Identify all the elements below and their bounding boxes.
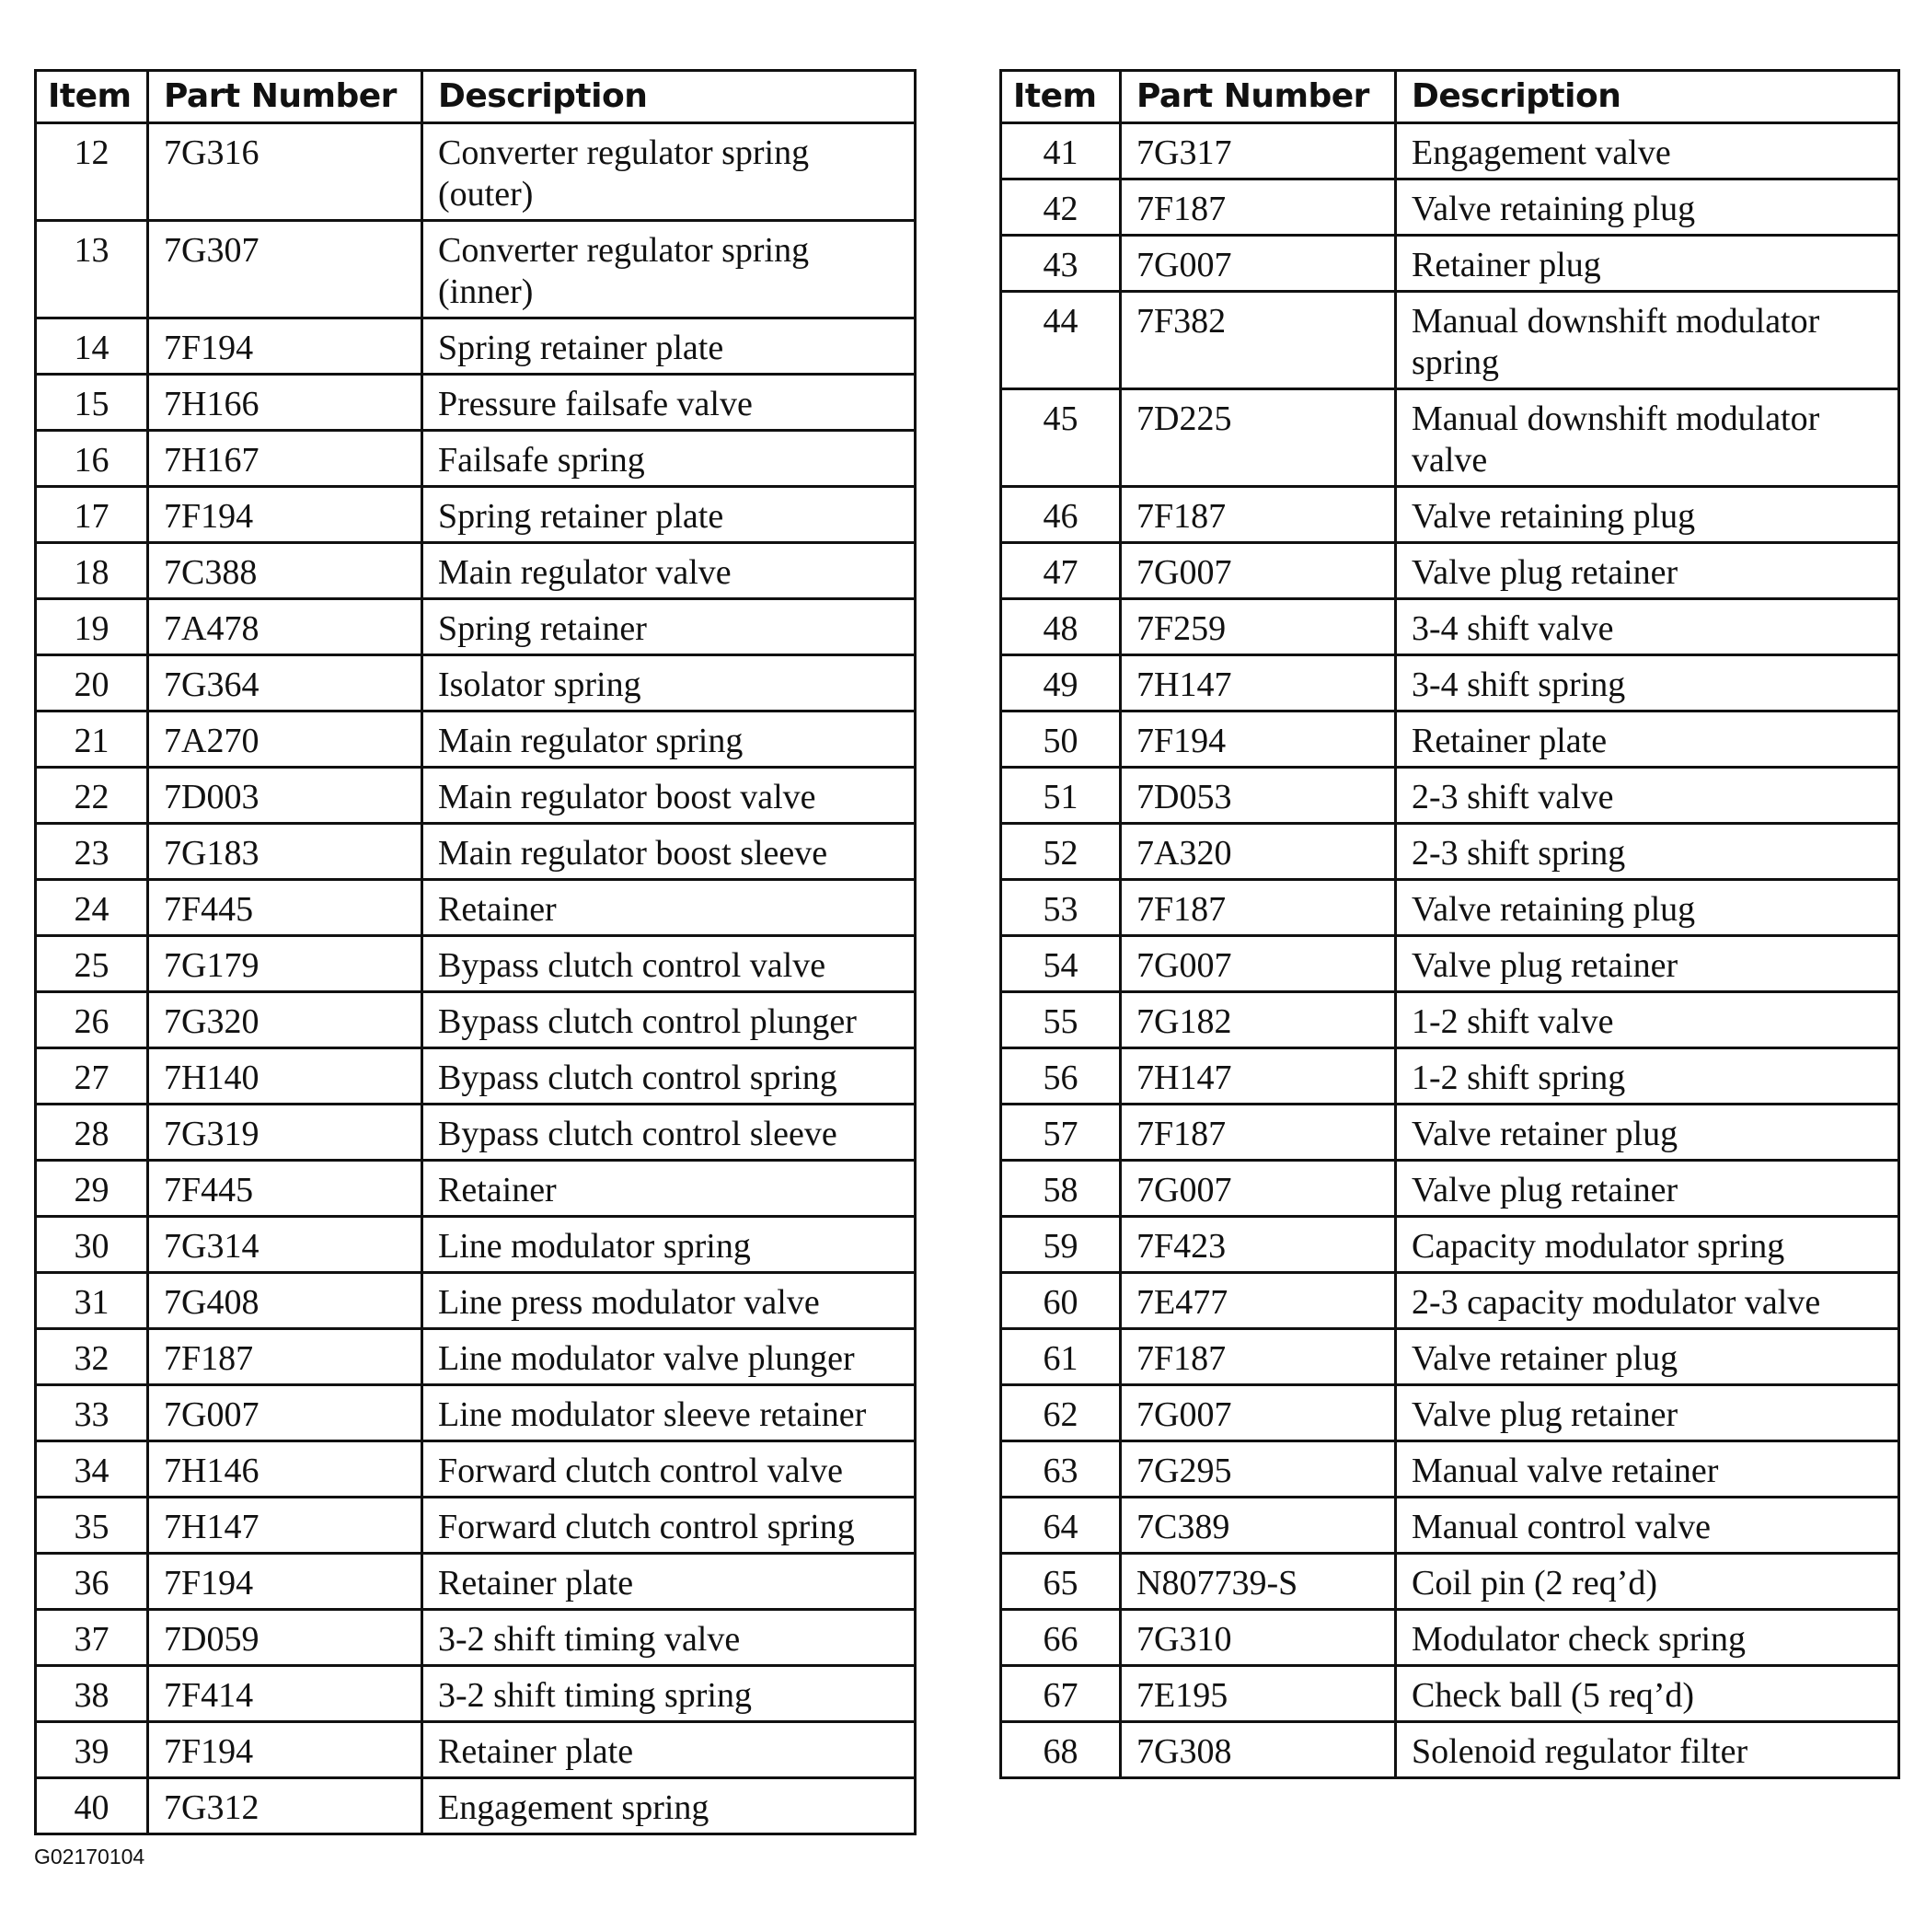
item-cell: 17 [36,487,148,543]
item-cell: 26 [36,992,148,1048]
item-cell: 23 [36,824,148,880]
item-cell: 47 [1001,543,1121,599]
item-cell: 57 [1001,1105,1121,1161]
table-row [1001,824,1899,880]
table-row [1001,236,1899,292]
item-cell: 45 [1001,389,1121,487]
item-cell: 64 [1001,1498,1121,1554]
item-cell: 46 [1001,487,1121,543]
table-row [1001,543,1899,599]
description-cell: Bypass clutch control spring [422,1048,916,1105]
table-row [36,431,916,487]
item-cell: 37 [36,1610,148,1666]
table-row [1001,880,1899,936]
table-row [1001,487,1899,543]
description-cell: 3-4 shift spring [1396,655,1899,711]
table-row [36,1161,916,1217]
item-cell: 44 [1001,292,1121,389]
part-number-cell: 7F187 [148,1329,422,1385]
item-cell: 65 [1001,1554,1121,1610]
item-cell: 34 [36,1441,148,1498]
table-row [1001,1105,1899,1161]
part-number-cell: 7E195 [1121,1666,1396,1722]
item-cell: 16 [36,431,148,487]
table-row [36,655,916,711]
description-cell: Retainer plug [1396,236,1899,292]
part-number-cell: 7H147 [1121,655,1396,711]
part-number-cell: 7G007 [1121,236,1396,292]
part-number-cell: 7G408 [148,1273,422,1329]
item-cell: 20 [36,655,148,711]
item-cell: 49 [1001,655,1121,711]
table-row [36,1273,916,1329]
item-cell: 53 [1001,880,1121,936]
description-cell: Valve plug retainer [1396,936,1899,992]
item-cell: 59 [1001,1217,1121,1273]
item-cell: 51 [1001,768,1121,824]
table-row [1001,179,1899,236]
description-cell: Main regulator valve [422,543,916,599]
description-cell: Bypass clutch control valve [422,936,916,992]
table-row [1001,1441,1899,1498]
item-cell: 55 [1001,992,1121,1048]
part-number-cell: 7H167 [148,431,422,487]
table-row [36,1385,916,1441]
description-cell: Forward clutch control valve [422,1441,916,1498]
table-row [36,599,916,655]
item-cell: 39 [36,1722,148,1778]
table-row [36,1722,916,1778]
table-row [1001,1498,1899,1554]
table-row [36,768,916,824]
part-number-cell: 7G320 [148,992,422,1048]
item-cell: 33 [36,1385,148,1441]
part-number-cell: 7F423 [1121,1217,1396,1273]
part-number-cell: 7G364 [148,655,422,711]
description-cell: Converter regulator spring (outer) [422,123,916,221]
table-row [1001,711,1899,768]
description-cell: Coil pin (2 req’d) [1396,1554,1899,1610]
description-cell: Valve retaining plug [1396,179,1899,236]
item-cell: 13 [36,221,148,318]
part-number-cell: 7G312 [148,1778,422,1834]
description-cell: Capacity modulator spring [1396,1217,1899,1273]
part-number-cell: 7F194 [148,1554,422,1610]
table-row [1001,292,1899,389]
table-row [36,1778,916,1834]
part-number-cell: 7F187 [1121,1105,1396,1161]
table-row [1001,1048,1899,1105]
item-cell: 67 [1001,1666,1121,1722]
part-number-cell: 7F194 [148,1722,422,1778]
part-number-cell: 7G307 [148,221,422,318]
table-row [36,1048,916,1105]
item-cell: 19 [36,599,148,655]
parts-table-right [999,69,1900,1779]
table-row [36,487,916,543]
description-cell: Converter regulator spring (inner) [422,221,916,318]
header-item: Item [36,71,148,123]
part-number-cell: 7G316 [148,123,422,221]
item-cell: 40 [36,1778,148,1834]
part-number-cell: 7A478 [148,599,422,655]
description-cell: Manual control valve [1396,1498,1899,1554]
description-cell: Spring retainer [422,599,916,655]
description-cell: Retainer [422,1161,916,1217]
part-number-cell: 7E477 [1121,1273,1396,1329]
part-number-cell: 7F187 [1121,179,1396,236]
item-cell: 15 [36,375,148,431]
item-cell: 31 [36,1273,148,1329]
description-cell: 1-2 shift valve [1396,992,1899,1048]
part-number-cell: 7G310 [1121,1610,1396,1666]
description-cell: Valve plug retainer [1396,543,1899,599]
description-cell: 3-2 shift timing spring [422,1666,916,1722]
description-cell: Valve retaining plug [1396,487,1899,543]
description-cell: Failsafe spring [422,431,916,487]
part-number-cell: 7F187 [1121,880,1396,936]
item-cell: 30 [36,1217,148,1273]
table-row [1001,936,1899,992]
part-number-cell: 7D059 [148,1610,422,1666]
part-number-cell: 7G007 [1121,1385,1396,1441]
part-number-cell: 7F445 [148,880,422,936]
table-row [36,1610,916,1666]
table-row [36,318,916,375]
item-cell: 21 [36,711,148,768]
description-cell: Line press modulator valve [422,1273,916,1329]
table-row [1001,1329,1899,1385]
item-cell: 54 [1001,936,1121,992]
table-row [36,1105,916,1161]
table-row [1001,599,1899,655]
item-cell: 56 [1001,1048,1121,1105]
parts-table-left [34,69,917,1835]
description-cell: Valve retainer plug [1396,1105,1899,1161]
item-cell: 18 [36,543,148,599]
table-row [36,123,916,221]
part-number-cell: 7A320 [1121,824,1396,880]
table-row [1001,992,1899,1048]
table-row [1001,1273,1899,1329]
table-row [36,375,916,431]
table-row [36,1329,916,1385]
part-number-cell: N807739-S [1121,1554,1396,1610]
description-cell: Spring retainer plate [422,487,916,543]
part-number-cell: 7G295 [1121,1441,1396,1498]
description-cell: Valve plug retainer [1396,1161,1899,1217]
description-cell: 2-3 capacity modulator valve [1396,1273,1899,1329]
table-row [36,543,916,599]
item-cell: 29 [36,1161,148,1217]
item-cell: 58 [1001,1161,1121,1217]
table-row [36,824,916,880]
item-cell: 27 [36,1048,148,1105]
table-row [36,1666,916,1722]
table-row [1001,655,1899,711]
header-description: Description [422,71,916,123]
table-row [36,936,916,992]
part-number-cell: 7F445 [148,1161,422,1217]
part-number-cell: 7G182 [1121,992,1396,1048]
item-cell: 43 [1001,236,1121,292]
part-number-cell: 7F259 [1121,599,1396,655]
figure-id: G02170104 [34,1845,145,1868]
description-cell: Spring retainer plate [422,318,916,375]
part-number-cell: 7F187 [1121,1329,1396,1385]
part-number-cell: 7G007 [1121,1161,1396,1217]
item-cell: 12 [36,123,148,221]
item-cell: 52 [1001,824,1121,880]
item-cell: 61 [1001,1329,1121,1385]
part-number-cell: 7H147 [148,1498,422,1554]
description-cell: Retainer plate [1396,711,1899,768]
description-cell: 3-4 shift valve [1396,599,1899,655]
description-cell: Valve retaining plug [1396,880,1899,936]
description-cell: 1-2 shift spring [1396,1048,1899,1105]
description-cell: Modulator check spring [1396,1610,1899,1666]
description-cell: 2-3 shift spring [1396,824,1899,880]
description-cell: Manual downshift modulator valve [1396,389,1899,487]
description-cell: Line modulator sleeve retainer [422,1385,916,1441]
item-cell: 66 [1001,1610,1121,1666]
table-row [1001,1217,1899,1273]
item-cell: 22 [36,768,148,824]
description-cell: Solenoid regulator filter [1396,1722,1899,1778]
item-cell: 14 [36,318,148,375]
item-cell: 28 [36,1105,148,1161]
item-cell: 63 [1001,1441,1121,1498]
item-cell: 38 [36,1666,148,1722]
part-number-cell: 7F194 [148,318,422,375]
table-row [36,1554,916,1610]
part-number-cell: 7F187 [1121,487,1396,543]
item-cell: 42 [1001,179,1121,236]
table-body-left [36,123,916,1834]
table-row [36,711,916,768]
description-cell: 3-2 shift timing valve [422,1610,916,1666]
table-row [36,1441,916,1498]
table-row [1001,1385,1899,1441]
item-cell: 62 [1001,1385,1121,1441]
part-number-cell: 7F194 [148,487,422,543]
table-row [36,992,916,1048]
part-number-cell: 7H146 [148,1441,422,1498]
table-row [1001,1722,1899,1778]
table-row [36,1498,916,1554]
table-row [1001,1666,1899,1722]
description-cell: Manual downshift modulator spring [1396,292,1899,389]
part-number-cell: 7D225 [1121,389,1396,487]
part-number-cell: 7H140 [148,1048,422,1105]
description-cell: Main regulator spring [422,711,916,768]
description-cell: Manual valve retainer [1396,1441,1899,1498]
description-cell: Line modulator valve plunger [422,1329,916,1385]
header-part-number: Part Number [1121,71,1396,123]
table-row [1001,1610,1899,1666]
item-cell: 60 [1001,1273,1121,1329]
header-item: Item [1001,71,1121,123]
description-cell: Isolator spring [422,655,916,711]
part-number-cell: 7H147 [1121,1048,1396,1105]
description-cell: Valve retainer plug [1396,1329,1899,1385]
table-row [1001,1161,1899,1217]
description-cell: Retainer plate [422,1554,916,1610]
table-body-right [1001,123,1899,1778]
description-cell: Line modulator spring [422,1217,916,1273]
description-cell: Check ball (5 req’d) [1396,1666,1899,1722]
part-number-cell: 7G317 [1121,123,1396,179]
description-cell: Forward clutch control spring [422,1498,916,1554]
item-cell: 41 [1001,123,1121,179]
part-number-cell: 7C388 [148,543,422,599]
item-cell: 36 [36,1554,148,1610]
part-number-cell: 7F382 [1121,292,1396,389]
table-row [36,880,916,936]
description-cell: Pressure failsafe valve [422,375,916,431]
part-number-cell: 7H166 [148,375,422,431]
description-cell: Engagement spring [422,1778,916,1834]
item-cell: 35 [36,1498,148,1554]
part-number-cell: 7G183 [148,824,422,880]
part-number-cell: 7G007 [1121,543,1396,599]
part-number-cell: 7G319 [148,1105,422,1161]
item-cell: 25 [36,936,148,992]
description-cell: 2-3 shift valve [1396,768,1899,824]
part-number-cell: 7F414 [148,1666,422,1722]
item-cell: 32 [36,1329,148,1385]
item-cell: 50 [1001,711,1121,768]
header-description: Description [1396,71,1899,123]
table-row [1001,1554,1899,1610]
table-row [1001,123,1899,179]
part-number-cell: 7G007 [148,1385,422,1441]
part-number-cell: 7C389 [1121,1498,1396,1554]
table-row [1001,389,1899,487]
description-cell: Bypass clutch control plunger [422,992,916,1048]
description-cell: Main regulator boost sleeve [422,824,916,880]
header-row [1001,71,1899,123]
table-row [1001,768,1899,824]
part-number-cell: 7F194 [1121,711,1396,768]
part-number-cell: 7A270 [148,711,422,768]
part-number-cell: 7G308 [1121,1722,1396,1778]
item-cell: 24 [36,880,148,936]
description-cell: Engagement valve [1396,123,1899,179]
part-number-cell: 7G179 [148,936,422,992]
part-number-cell: 7G007 [1121,936,1396,992]
table-row [36,221,916,318]
description-cell: Bypass clutch control sleeve [422,1105,916,1161]
table-row [36,1217,916,1273]
item-cell: 48 [1001,599,1121,655]
part-number-cell: 7D003 [148,768,422,824]
header-row [36,71,916,123]
item-cell: 68 [1001,1722,1121,1778]
description-cell: Main regulator boost valve [422,768,916,824]
description-cell: Valve plug retainer [1396,1385,1899,1441]
part-number-cell: 7D053 [1121,768,1396,824]
description-cell: Retainer plate [422,1722,916,1778]
part-number-cell: 7G314 [148,1217,422,1273]
description-cell: Retainer [422,880,916,936]
header-part-number: Part Number [148,71,422,123]
